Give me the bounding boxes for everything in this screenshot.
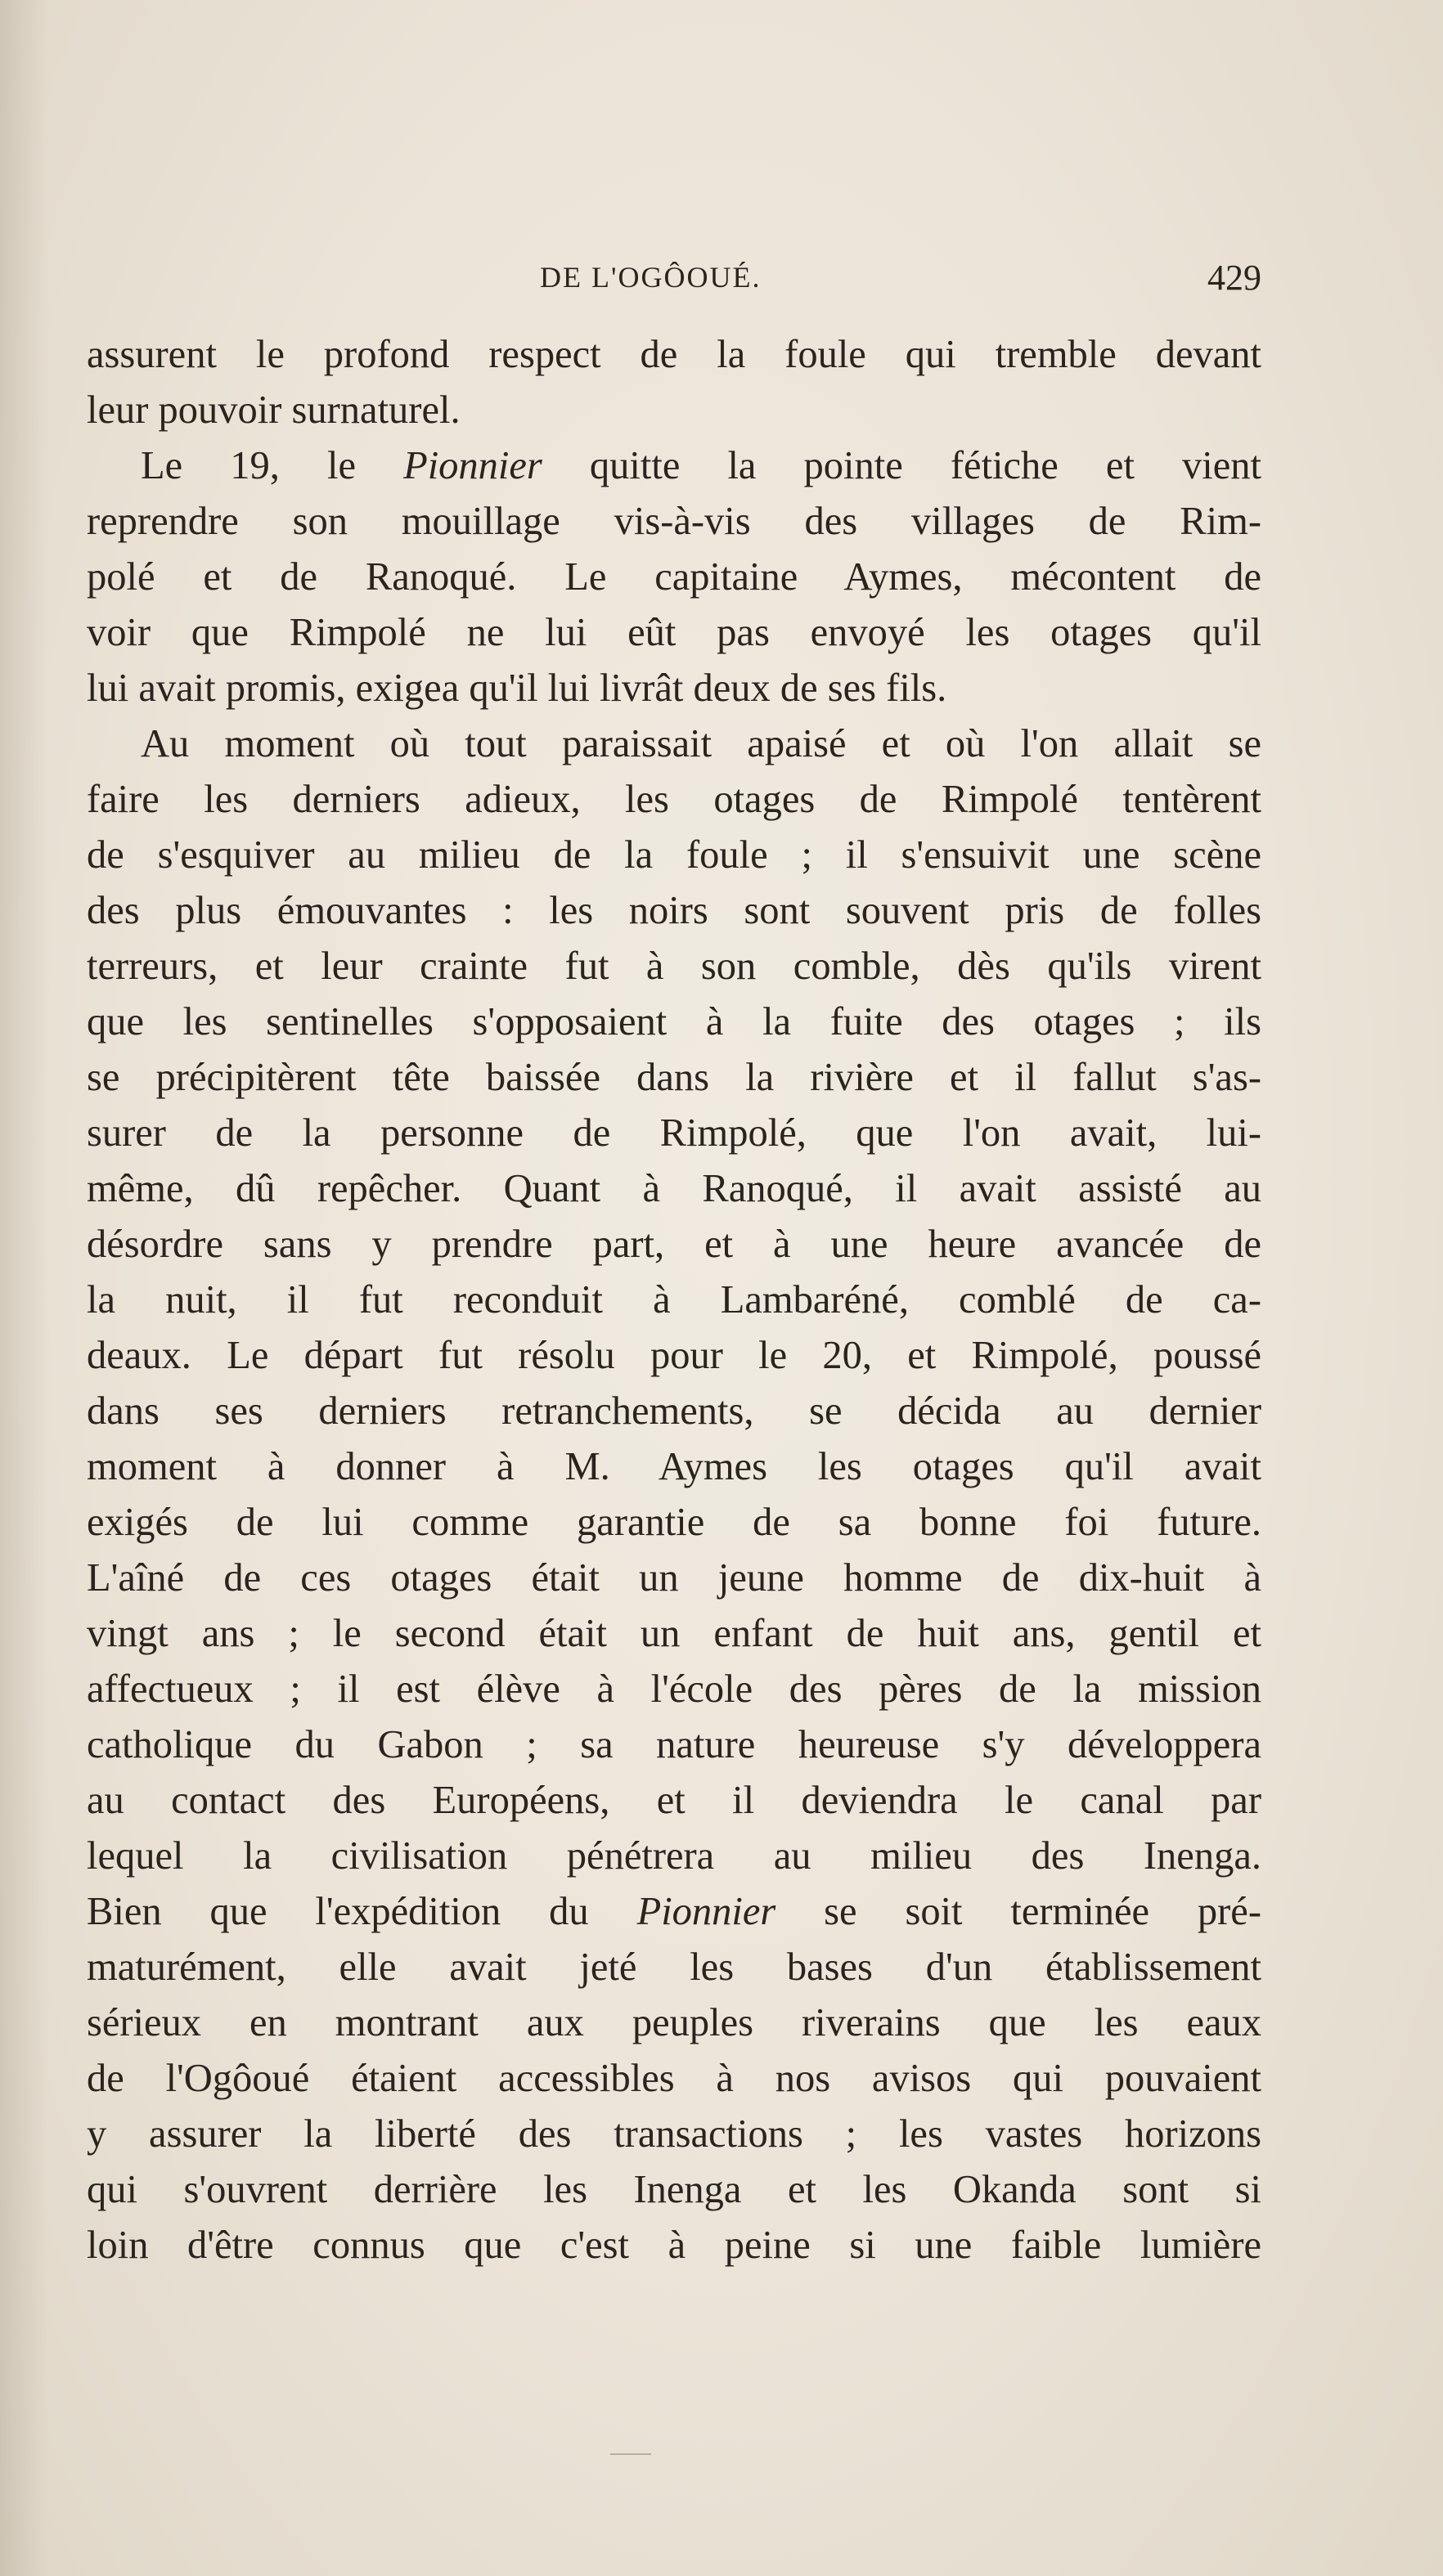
text-line: faire les derniers adieux, les otages de Rimpolé tentèrent	[87, 778, 1261, 821]
text-line: y assurer la liberté des transactions ; les vastes horizons	[87, 2112, 1261, 2156]
text-line	[87, 1884, 1261, 1940]
text-line: moment à donner à M. Aymes les otages qu'il avait	[87, 1445, 1261, 1488]
text-line	[87, 438, 1261, 494]
page-number: 429	[1207, 258, 1261, 298]
text-line: de s'esquiver au milieu de la foule ; il s'ensuivit une scène	[87, 833, 1261, 877]
text-line: qui s'ouvrent derrière les Inenga et les Okanda sont si	[87, 2168, 1261, 2211]
text-line: terreurs, et leur crainte fut à son comble, dès qu'ils virent	[87, 945, 1261, 988]
text-line: lui avait promis, exigea qu'il lui livrât deux de ses fils.	[87, 666, 947, 710]
text-line: assurent le profond respect de la foule qui tremble devant	[87, 333, 1261, 376]
text-line: voir que Rimpolé ne lui eût pas envoyé les otages qu'il	[87, 611, 1261, 654]
text-line: des plus émouvantes : les noirs sont souvent pris de folles	[87, 889, 1261, 932]
text-line: reprendre son mouillage vis-à-vis des villages de Rim-	[87, 500, 1261, 543]
ship-name-pionnier: Pionnier	[403, 444, 542, 487]
text-line: exigés de lui comme garantie de sa bonne foi future.	[87, 1501, 1261, 1544]
text-segment: se soit terminée pré-	[775, 1890, 1261, 1933]
running-head: DE L'OGÔOUÉ.	[540, 261, 762, 294]
text-segment: Bien que l'expédition du	[87, 1890, 637, 1933]
text-line: maturément, elle avait jeté les bases d'un établissement	[87, 1945, 1261, 1989]
text-line: que les sentinelles s'opposaient à la fuite des otages ; ils	[87, 1000, 1261, 1043]
text-line: sérieux en montrant aux peuples riverains que les eaux	[87, 2001, 1261, 2044]
body-text	[87, 327, 1261, 2273]
text-line: au contact des Européens, et il deviendra le canal par	[87, 1779, 1261, 1822]
text-line: même, dû repêcher. Quant à Ranoqué, il avait assisté au	[87, 1167, 1261, 1210]
text-segment: Le 19, le	[141, 444, 404, 487]
ship-name-pionnier: Pionnier	[636, 1890, 776, 1933]
text-line: affectueux ; il est élève à l'école des pères de la mission	[87, 1667, 1261, 1711]
text-line: de l'Ogôoué étaient accessibles à nos avisos qui pouvaient	[87, 2057, 1261, 2100]
text-line: loin d'être connus que c'est à peine si une faible lumière	[87, 2224, 1261, 2267]
text-line: polé et de Ranoqué. Le capitaine Aymes, mécontent de	[87, 555, 1261, 599]
page-edge-shadow	[0, 0, 49, 2576]
footer-rule	[610, 2453, 651, 2455]
text-line: dans ses derniers retranchements, se décida au dernier	[87, 1389, 1261, 1433]
text-line: surer de la personne de Rimpolé, que l'on avait, lui-	[87, 1111, 1261, 1155]
page-header	[87, 260, 1261, 309]
text-line: se précipitèrent tête baissée dans la rivière et il fallut s'as-	[87, 1056, 1261, 1099]
text-line: lequel la civilisation pénétrera au milieu des Inenga.	[87, 1834, 1261, 1878]
text-line: désordre sans y prendre part, et à une heure avancée de	[87, 1223, 1261, 1266]
text-line: vingt ans ; le second était un enfant de huit ans, gentil et	[87, 1612, 1261, 1655]
text-line: leur pouvoir surnaturel.	[87, 388, 461, 432]
text-segment: quitte la pointe fétiche et vient	[542, 444, 1261, 487]
text-line: L'aîné de ces otages était un jeune homme de dix-huit à	[87, 1556, 1261, 1600]
text-line: Au moment où tout paraissait apaisé et où l'on allait se	[141, 722, 1261, 765]
text-line: la nuit, il fut reconduit à Lambaréné, comblé de ca-	[87, 1278, 1261, 1322]
text-line: deaux. Le départ fut résolu pour le 20, et Rimpolé, poussé	[87, 1334, 1261, 1377]
text-line: catholique du Gabon ; sa nature heureuse s'y développera	[87, 1723, 1261, 1766]
